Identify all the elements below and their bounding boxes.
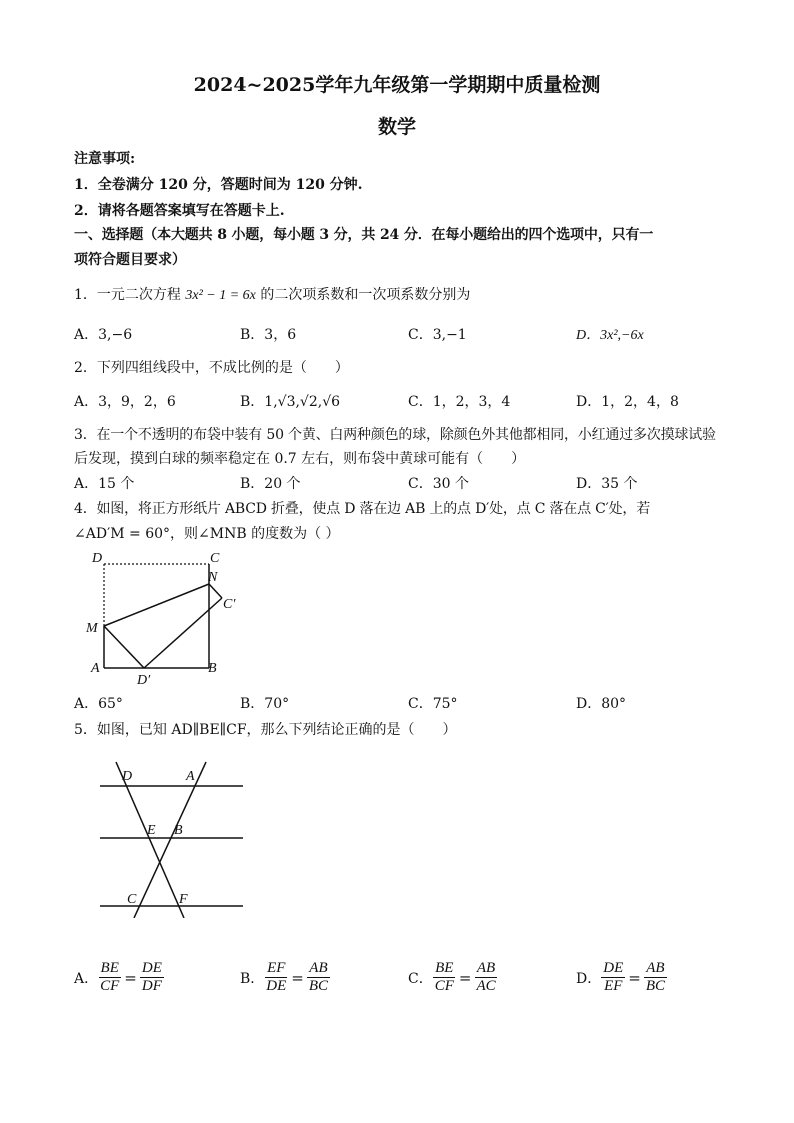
denominator: CF [434,978,454,994]
notes-heading: 注意事项: [74,151,136,167]
question-5-stem: 5．如图，已知 AD∥BE∥CF，那么下列结论正确的是（ ） [74,722,457,738]
notes-item-1: 1．全卷满分 120 分，答题时间为 120 分钟. [74,177,363,193]
denominator: BC [308,978,329,994]
label-b: B [174,823,183,838]
option-letter: A． [74,970,99,987]
fraction-left [264,960,288,995]
question-1-pre: 1．一元二次方程 [74,287,181,303]
fraction-left [433,960,456,995]
question-5-option-d[interactable] [576,960,667,995]
question-1-option-c[interactable]: C．3,−1 [408,327,467,343]
fraction-right [474,960,497,995]
question-3-stem-line1: 3．在一个不透明的布袋中装有 50 个黄、白两种颜色的球，除颜色外其他都相同，小红通过多次摸球试验 [74,427,716,443]
equals-sign: = [124,968,137,987]
question-3-stem-line2: 后发现，摸到白球的频率稳定在 0.7 左右，则布袋中黄球可能有（ ） [74,451,526,467]
label-c: C [127,892,137,907]
question-5-option-c[interactable] [408,960,498,995]
question-1-post: 的二次项系数和一次项系数分别为 [260,287,471,303]
fold-line-mn [104,584,209,626]
denominator: AC [476,978,496,994]
label-m: M [86,621,98,636]
section-heading-line2: 项符合题目要求） [74,252,186,268]
question-2-stem: 2．下列四组线段中，不成比例的是（ ） [74,360,349,376]
question-3-option-c[interactable]: C．30 个 [408,476,469,492]
exam-title: 2024~2025学年九年级第一学期期中质量检测 [193,74,601,96]
fraction-right [307,960,330,995]
question-5-option-b[interactable] [240,960,330,995]
question-3-option-a[interactable]: A．15 个 [74,476,135,492]
fraction-left [98,960,121,995]
numerator: EF [267,960,286,976]
label-d: D [92,551,103,566]
denominator: BC [645,978,665,994]
question-2-option-c[interactable]: C．1，2，3，4 [408,394,511,410]
subject-title: 数学 [377,116,416,138]
label-d-prime: D′ [137,673,151,688]
label-b: B [208,661,217,676]
fraction-right [644,960,667,995]
equals-sign: = [458,968,472,987]
equals-sign: = [291,968,304,987]
question-1-equation: 3x² − 1 = 6x [185,288,256,303]
notes-item-2: 2．请将各题答案填写在答题卡上. [74,203,285,219]
question-5-option-a[interactable] [74,960,164,995]
numerator: BE [100,960,119,976]
question-3-option-d[interactable]: D．35 个 [576,476,638,492]
question-1-option-a[interactable]: A．3,−6 [74,327,133,343]
segment-n-c-prime [209,584,222,598]
equals-sign: = [628,968,641,987]
denominator: EF [604,978,623,994]
label-d: D [122,769,133,784]
label-c-prime: C′ [223,597,236,612]
question-1-option-d[interactable]: D．3x²,−6x [576,328,644,343]
option-letter: D． [576,970,602,987]
question-2-option-b[interactable]: B．1,√3,√2,√6 [240,394,341,410]
denominator: CF [100,978,120,994]
question-2-option-d[interactable]: D．1，2，4，8 [576,394,679,410]
question-4-option-b[interactable]: B．70° [240,696,290,712]
numerator: AB [309,960,328,976]
question-1-option-b[interactable]: B．3，6 [240,327,297,343]
question-3-option-b[interactable]: B．20 个 [240,476,301,492]
question-2-option-a[interactable]: A．3，9，2，6 [74,394,176,410]
numerator: BE [435,960,454,976]
question-4-stem-line1: 4．如图，将正方形纸片 ABCD 折叠，使点 D 落在边 AB 上的点 D′处，点 C 落在点 C′处，若 [74,501,651,517]
question-5-figure [100,758,250,918]
label-f: F [179,892,188,907]
label-n: N [208,570,218,585]
denominator: DE [266,978,287,994]
question-4-option-c[interactable]: C．75° [408,696,458,712]
section-heading-line1: 一、选择题（本大题共 8 小题，每小题 3 分，共 24 分．在每小题给出的四个选项中，只有一 [74,227,654,243]
question-4-figure [74,548,264,688]
numerator: AB [646,960,665,976]
label-a: A [186,769,195,784]
fraction-left [601,960,625,995]
numerator: AB [476,960,496,976]
question-4-option-d[interactable]: D．80° [576,696,627,712]
label-a: A [91,661,100,676]
option-letter: C． [408,970,433,987]
numerator: DE [603,960,624,976]
question-4-stem-line2: ∠AD′M = 60°，则∠MNB 的度数为（ ） [74,526,340,542]
denominator: DF [141,978,162,994]
label-c: C [210,551,220,566]
question-4-option-a[interactable]: A．65° [74,696,123,712]
question-1-stem [74,284,470,304]
fraction-right [140,960,164,995]
segment-d-prime-c-prime [144,598,222,668]
numerator: DE [141,960,162,976]
segment-md-prime [104,626,144,668]
label-e: E [147,823,156,838]
option-letter: B． [240,970,265,987]
